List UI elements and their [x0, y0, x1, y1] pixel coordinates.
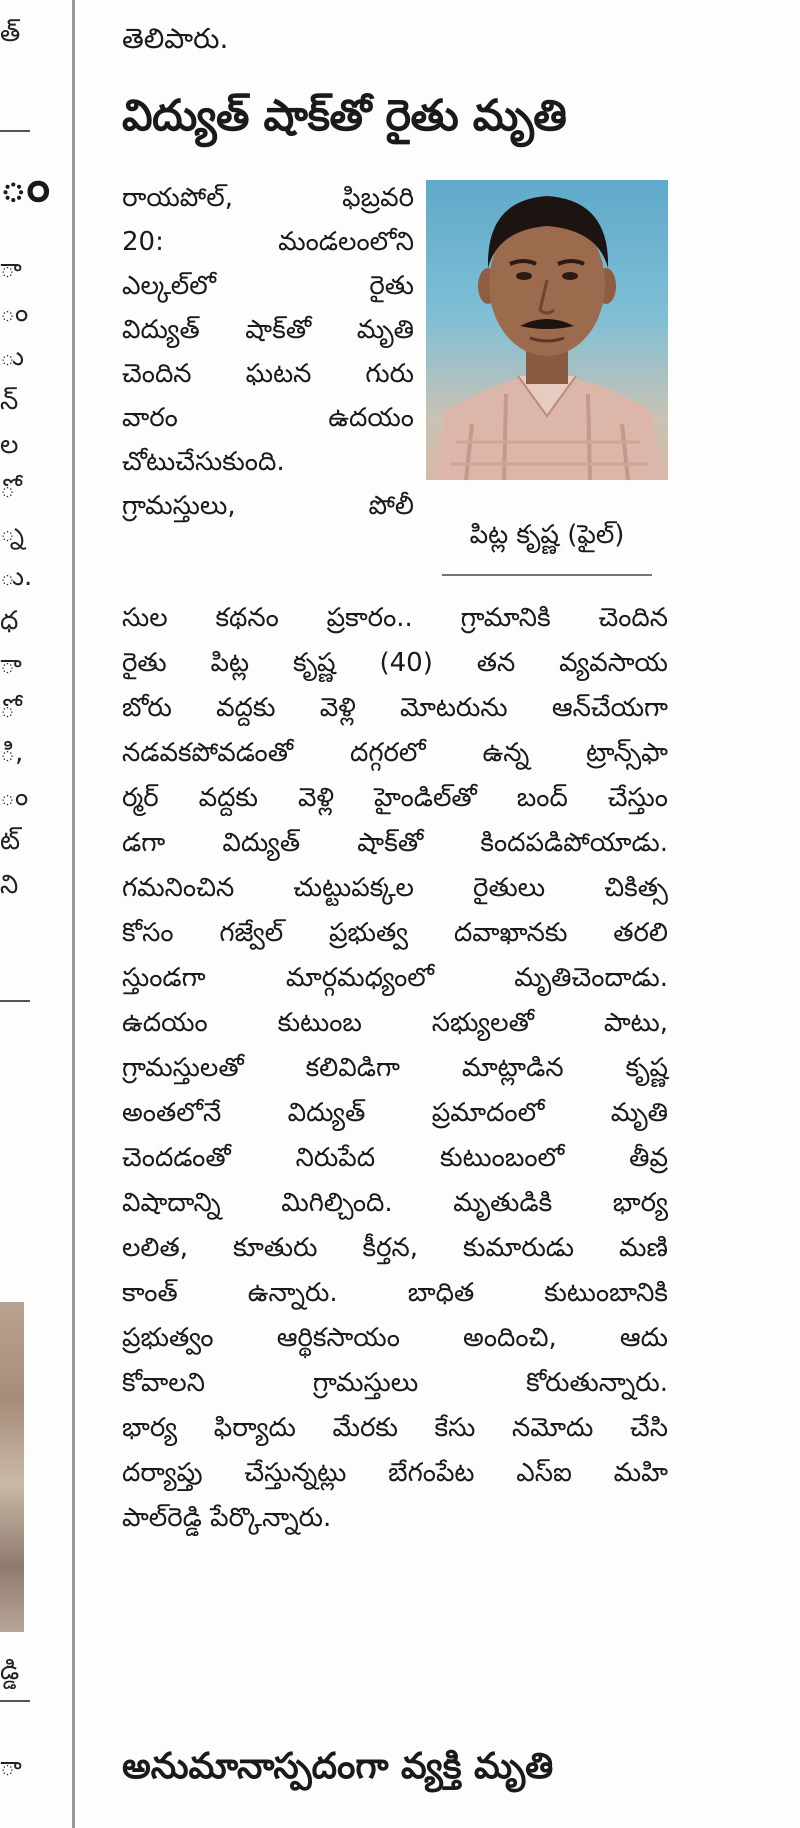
text-line: విషాదాన్ని మిగిల్చింది. మృతుడికి భార్య	[122, 1188, 668, 1218]
text-line: దర్యాప్తు చేస్తున్నట్లు బేగంపేట ఎస్ఐ మహి	[122, 1458, 668, 1488]
text-line: 20: మండలంలోని	[122, 227, 414, 257]
text-line: చోటుచేసుకుంది.	[122, 447, 285, 477]
text-line: నడవకపోవడంతో దగ్గరలో ఉన్న ట్రాన్స్‌ఫా	[122, 738, 668, 768]
text-line: బోరు వద్దకు వెళ్లి మోటరును ఆన్‌చేయగా	[122, 693, 668, 723]
fragment-photo	[0, 1302, 24, 1632]
text-line: రాయపోల్, ఫిబ్రవరి	[122, 183, 414, 213]
text-line: డగా విద్యుత్ షాక్‌తో కిందపడిపోయాడు.	[122, 828, 668, 858]
fragment-glyph: ల	[0, 430, 19, 460]
next-article-headline: అనుమానాస్పదంగా వ్యక్తి మృతి	[122, 1746, 554, 1787]
fragment-glyph: ా	[0, 1752, 22, 1782]
fragment-headline-glyph: ం	[0, 158, 50, 212]
text-line: స్తుండగా మార్గమధ్యంలో మృతిచెందాడు.	[122, 963, 668, 993]
text-line: చెందడంతో నిరుపేద కుటుంబంలో తీవ్ర	[122, 1143, 668, 1173]
text-line: వారం ఉదయం	[122, 403, 414, 433]
fragment-glyph: ్న	[0, 518, 25, 548]
column-rule	[0, 130, 30, 132]
article-headline: విద్యుత్ షాక్‌తో రైతు మృతి	[122, 91, 567, 141]
portrait-illustration	[426, 180, 668, 480]
column-divider	[72, 0, 75, 1828]
photo-caption: పిట్ల కృష్ణ (ఫైల్)	[469, 520, 625, 550]
column-rule	[0, 1000, 30, 1002]
text-line: పాల్‌రెడ్డి పేర్కొన్నారు.	[122, 1503, 332, 1533]
text-line: చెందిన ఘటన గురు	[122, 359, 414, 389]
text-line: ప్రభుత్వం ఆర్థికసాయం అందించి, ఆదు	[122, 1323, 668, 1353]
text-line: కోవాలని గ్రామస్తులు కోరుతున్నారు.	[122, 1368, 668, 1398]
person-photo	[426, 180, 668, 480]
text-line: అంతలోనే విద్యుత్ ప్రమాదంలో మృతి	[122, 1098, 668, 1128]
caption-underline	[442, 574, 652, 576]
previous-article-tail: తెలిపారు.	[122, 22, 229, 55]
text-line: ఎల్కల్‌లో రైతు	[122, 271, 414, 301]
text-line: రైతు పిట్ల కృష్ణ (40) తన వ్యవసాయ	[122, 648, 668, 678]
fragment-glyph: ం	[0, 782, 29, 812]
article-intro	[122, 176, 414, 528]
fragment-glyph: ా	[0, 650, 22, 680]
text-line: గ్రామస్తులతో కలివిడిగా మాట్లాడిన కృష్ణ	[122, 1053, 668, 1083]
fragment-glyph: త్	[0, 18, 21, 48]
text-line: ర్మర్ వద్దకు వెళ్లి హైండిల్‌తో బంద్ చేస్తుం	[122, 783, 668, 813]
fragment-glyph: ో	[0, 474, 16, 504]
fragment-glyph: డ్డి	[0, 1656, 20, 1686]
text-line: భార్య ఫిర్యాదు మేరకు కేసు నమోదు చేసి	[122, 1413, 668, 1443]
fragment-glyph: ా	[0, 254, 22, 284]
fragment-glyph: ట్	[0, 826, 21, 856]
text-line: గ్రామస్తులు, పోలీ	[122, 491, 414, 521]
text-line: విద్యుత్ షాక్‌తో మృతి	[122, 315, 414, 345]
fragment-glyph: న్	[0, 386, 19, 416]
fragment-glyph: ని	[0, 870, 19, 900]
text-line: లలిత, కూతురు కీర్తన, కుమారుడు మణి	[122, 1233, 668, 1263]
text-line: కోసం గజ్వేల్ ప్రభుత్వ దవాఖానకు తరలి	[122, 918, 668, 948]
article-body	[122, 596, 668, 1541]
fragment-glyph: ధ	[0, 606, 19, 636]
fragment-glyph: ి,	[0, 738, 24, 768]
fragment-glyph: ో	[0, 694, 16, 724]
text-line: కాంత్ ఉన్నారు. బాధిత కుటుంబానికి	[122, 1278, 668, 1308]
text-line: గమనించిన చుట్టుపక్కల రైతులు చికిత్స	[122, 873, 668, 903]
fragment-glyph: ు	[0, 342, 25, 372]
adjacent-column-fragment	[0, 0, 50, 1828]
text-line: సుల కథనం ప్రకారం.. గ్రామానికి చెందిన	[122, 603, 668, 633]
fragment-glyph: ు.	[0, 562, 33, 592]
column-rule	[0, 1700, 30, 1702]
fragment-glyph: ం	[0, 298, 29, 328]
text-line: ఉదయం కుటుంబ సభ్యులతో పాటు,	[122, 1008, 668, 1038]
